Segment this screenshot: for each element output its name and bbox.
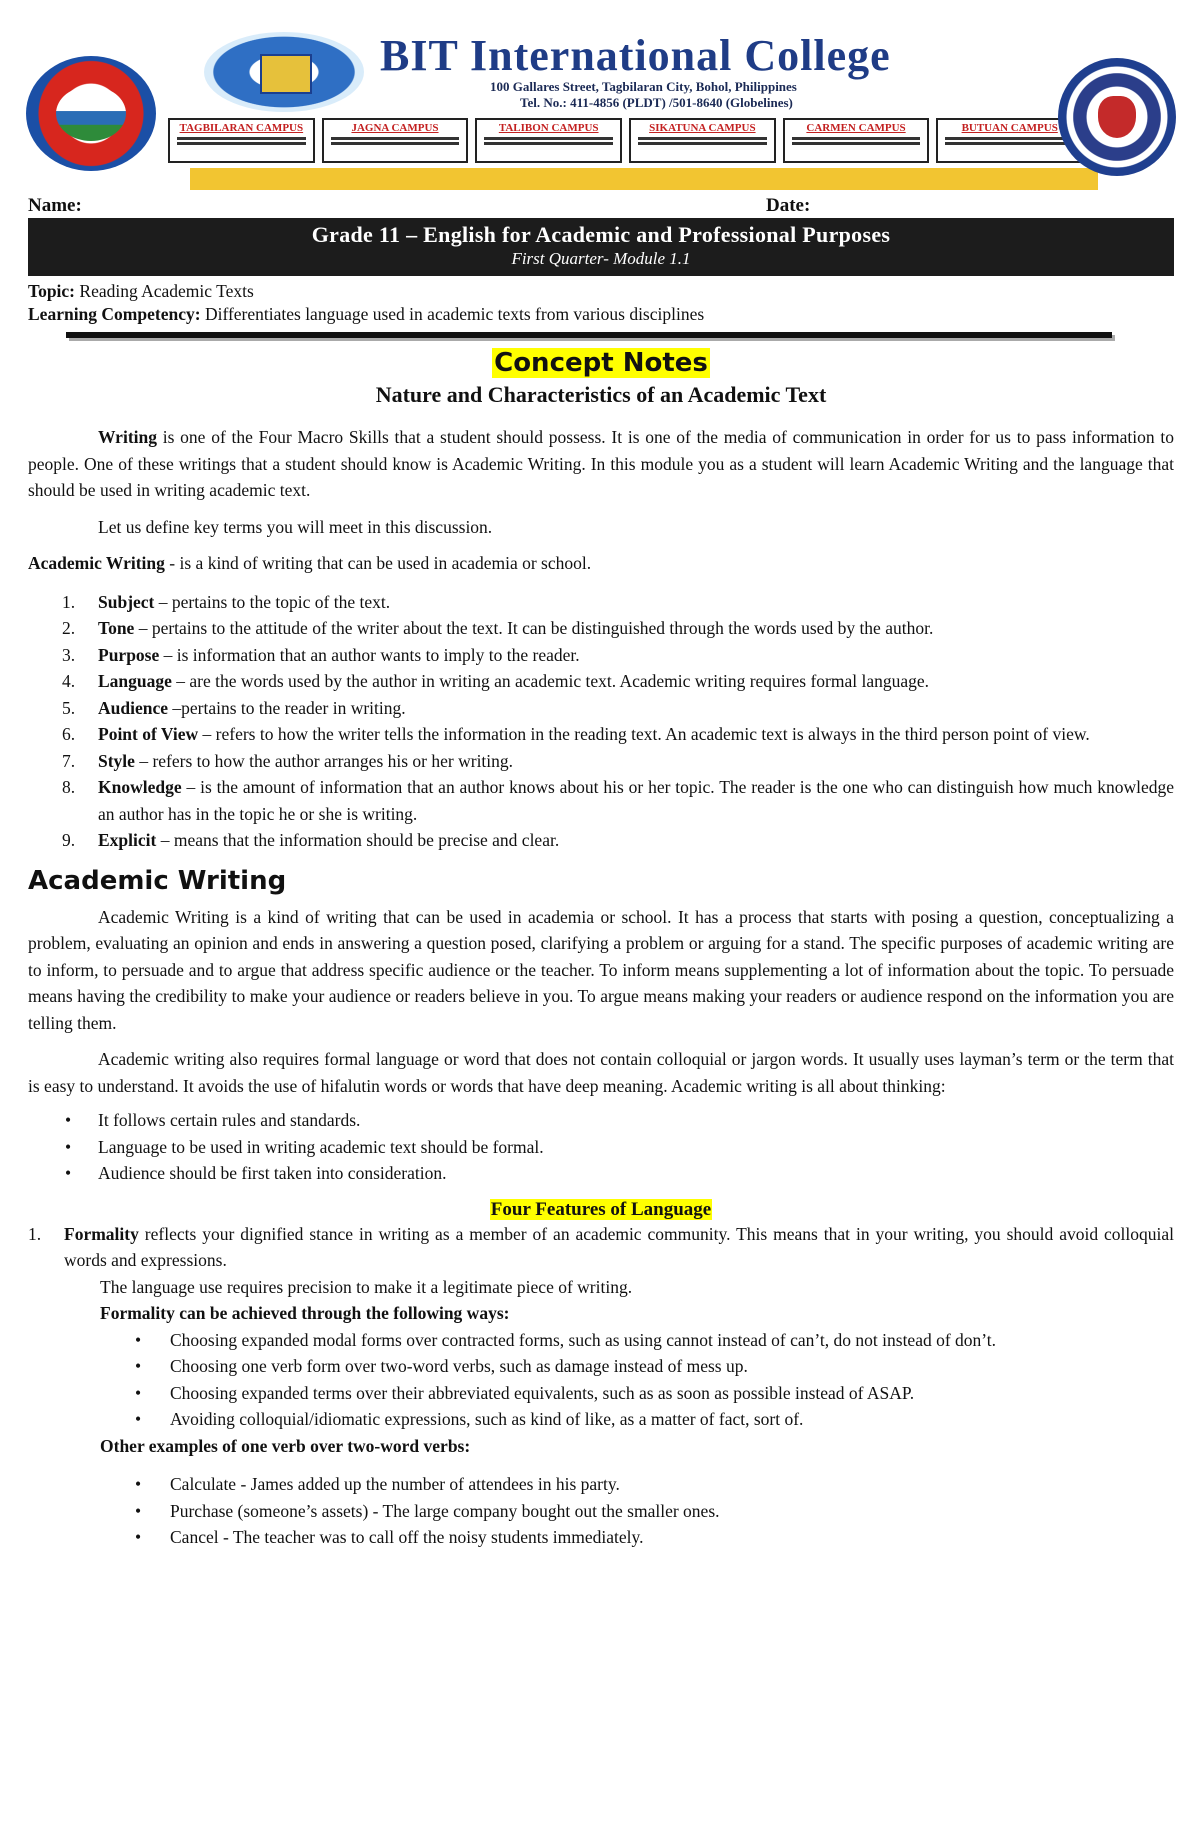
- date-label: Date:: [766, 195, 811, 216]
- bullet-icon: •: [65, 1163, 72, 1183]
- college-address: 100 Gallares Street, Tagbilaran City, Bohol, Philippines: [490, 79, 797, 94]
- campus-list: [168, 118, 1083, 163]
- four-features-label: Four Features of Language: [490, 1198, 712, 1220]
- item-number: 5.: [62, 697, 76, 718]
- list-item: [28, 774, 1174, 827]
- term: Knowledge: [98, 777, 182, 797]
- list-item: [28, 721, 1174, 748]
- academic-paragraph-1: Academic Writing is a kind of writing that can be used in academia or school. It has a process that starts with posing a question, conceptualizing a problem, evaluating an opinion and ends in answering a question posed, clarifying a problem or arguing for a stand. The specific purposes of academic writing are to inform, to persuade and to argue that address specific audience or the teacher. To inform means supplementing a lot of information about the topic. To persuade means having the credibility to make your audience or readers believe in you. To argue means making your readers or audience respond on the information you are telling them.: [28, 906, 1174, 1033]
- term: Audience: [98, 697, 168, 718]
- name-date-row: [28, 195, 1174, 215]
- college-logo-icon: [204, 32, 364, 112]
- four-features-heading: [28, 1199, 1174, 1221]
- campus-name: SIKATUNA CAMPUS: [649, 122, 756, 134]
- item-number: 7.: [62, 750, 76, 771]
- topic-line: [28, 280, 1174, 303]
- name-label: Name:: [28, 195, 82, 216]
- list-item: [28, 1134, 1174, 1161]
- intro-text: is one of the Four Macro Skills that a student should possess. It is one of the media of communication in order for us to pass information to people. One of these writings that a student should know is Academic Writing. In this module you as a student will learn Academic Writing and the language that should be used in writing academic text.: [28, 427, 1174, 500]
- module-title: Grade 11 – English for Academic and Professional Purposes: [311, 222, 891, 247]
- list-item: [28, 1160, 1174, 1187]
- precision-note: The language use requires precision to make it a legitimate piece of writing.: [100, 1276, 633, 1297]
- module-quarter: First Quarter- Module 1.1: [511, 249, 691, 268]
- bullet-icon: •: [135, 1409, 142, 1429]
- item-number: 6.: [62, 724, 76, 744]
- item-number: 3.: [62, 644, 76, 665]
- concept-notes-label: Concept Notes: [494, 348, 708, 378]
- campus-box: [168, 118, 315, 163]
- definition-term: Academic Writing: [28, 553, 165, 573]
- bullet-icon: •: [135, 1329, 142, 1350]
- campus-box: [475, 118, 622, 163]
- term: Point of View: [98, 724, 199, 744]
- term-description: – refers to how the writer tells the information in the reading text. An academic text is always in the third person point of view.: [198, 724, 1090, 744]
- campus-box: [322, 118, 469, 163]
- term: Purpose: [98, 644, 160, 665]
- academic-bullets: [28, 1107, 1174, 1187]
- item-number: 4.: [62, 671, 76, 691]
- examples-list: [28, 1471, 1174, 1551]
- item-number: 1.: [62, 591, 76, 612]
- term: Subject: [98, 591, 155, 612]
- intro-paragraph: [28, 424, 1174, 504]
- term-description: – is information that an author wants to imply to the reader.: [159, 644, 580, 665]
- term-description: – pertains to the topic of the text.: [154, 591, 391, 612]
- bullet-text: Calculate - James added up the number of attendees in his party.: [170, 1474, 620, 1494]
- module-meta: [28, 280, 1174, 326]
- item-number: 2.: [62, 618, 76, 638]
- formality-ways-heading: Formality can be achieved through the following ways:: [100, 1303, 510, 1323]
- list-item: [28, 827, 1174, 854]
- list-item: [28, 1471, 1174, 1498]
- term: Explicit: [98, 830, 157, 850]
- bullet-icon: •: [135, 1474, 142, 1494]
- bullet-icon: •: [135, 1382, 142, 1403]
- campus-box: [783, 118, 930, 163]
- module-title-bar: [28, 218, 1174, 276]
- bullet-text: Cancel - The teacher was to call off the noisy students immediately.: [170, 1527, 644, 1547]
- term: Tone: [98, 618, 135, 638]
- campus-name: JAGNA CAMPUS: [351, 122, 439, 134]
- term-description: – means that the information should be precise and clear.: [156, 830, 560, 850]
- term-description: – pertains to the attitude of the writer about the text. It can be distinguished through the words used by the author.: [134, 618, 934, 638]
- bullet-icon: •: [135, 1527, 142, 1547]
- list-item: [28, 615, 1174, 642]
- college-telephone: Tel. No.: 411-4856 (PLDT) /501-8640 (Globelines): [520, 95, 793, 110]
- bullet-text: Choosing expanded modal forms over contracted forms, such as using cannot instead of can’t, do not instead of don’t.: [170, 1329, 997, 1350]
- term-description: – refers to how the author arranges his or her writing.: [134, 750, 514, 771]
- bullet-icon: •: [135, 1500, 142, 1521]
- list-item: [28, 1498, 1174, 1525]
- topic-value: Reading Academic Texts: [75, 281, 254, 301]
- bullet-icon: •: [65, 1136, 72, 1157]
- bullet-icon: •: [65, 1110, 72, 1130]
- list-item: [28, 1353, 1174, 1380]
- item-number: 1.: [28, 1223, 42, 1244]
- list-item: [28, 1524, 1174, 1551]
- bullet-text: Avoiding colloquial/idiomatic expressions, such as kind of like, as a matter of fact, sort of.: [170, 1409, 804, 1429]
- list-item: [28, 1406, 1174, 1433]
- campus-name: BUTUAN CAMPUS: [961, 122, 1058, 134]
- bullet-text: Audience should be first taken into consideration.: [98, 1163, 447, 1183]
- competency-value: Differentiates language used in academic texts from various disciplines: [200, 304, 705, 324]
- feature-term: Formality: [64, 1223, 139, 1244]
- campus-name: TALIBON CAMPUS: [498, 122, 599, 134]
- term: Style: [98, 750, 135, 771]
- writing-term: Writing: [98, 427, 157, 447]
- bullet-text: It follows certain rules and standards.: [98, 1110, 361, 1130]
- academic-writing-heading: Academic Writing: [28, 865, 287, 896]
- key-terms-list: [28, 589, 1174, 854]
- section-subtitle: Nature and Characteristics of an Academic Text: [375, 382, 827, 407]
- list-item: [28, 748, 1174, 775]
- topic-label: Topic:: [28, 281, 76, 301]
- bullet-text: Language to be used in writing academic text should be formal.: [98, 1136, 544, 1157]
- item-number: 9.: [62, 830, 76, 850]
- document-page: [28, 0, 1174, 1551]
- item-number: 8.: [62, 777, 76, 797]
- list-item: [28, 642, 1174, 669]
- academic-paragraph-2: Academic writing also requires formal language or word that does not contain colloquial or jargon words. It usually uses layman’s term or the term that is easy to understand. It avoids the use of hifalutin words or words that have deep meaning. Academic writing is all about thinking:: [28, 1049, 1174, 1096]
- list-item: [28, 1107, 1174, 1134]
- concept-notes-heading: [28, 348, 1174, 378]
- examples-heading: Other examples of one verb over two-word verbs:: [100, 1435, 471, 1456]
- term-description: – are the words used by the author in writing an academic text. Academic writing requires formal language.: [171, 671, 930, 691]
- campus-name: CARMEN CAMPUS: [806, 122, 906, 134]
- feature-item-formality: [28, 1221, 1174, 1274]
- academic-writing-definition: [28, 550, 1174, 577]
- term-description: – is the amount of information that an author knows about his or her topic. The reader is the one who can distinguish how much knowledge an author has in the topic he or she is writing.: [98, 777, 1174, 824]
- list-item: [28, 695, 1174, 722]
- list-item: [28, 1380, 1174, 1407]
- campus-box: [629, 118, 776, 163]
- feature-description: reflects your dignified stance in writing as a member of an academic community. This means that in your writing, you should avoid colloquial words and expressions.: [64, 1223, 1174, 1270]
- header-gold-bar: [190, 168, 1098, 190]
- definition-text: - is a kind of writing that can be used in academia or school.: [164, 553, 592, 573]
- bullet-icon: •: [135, 1356, 142, 1376]
- divider: [66, 332, 1112, 338]
- deped-seal-icon: [1058, 58, 1176, 176]
- bullet-text: Purchase (someone’s assets) - The large company bought out the smaller ones.: [170, 1500, 720, 1521]
- competency-line: [28, 303, 1174, 326]
- schools-division-seal-icon: [26, 56, 156, 171]
- list-item: [28, 668, 1174, 695]
- term: Language: [98, 671, 172, 691]
- bullet-text: Choosing one verb form over two-word verbs, such as damage instead of mess up.: [170, 1356, 748, 1376]
- term-description: –pertains to the reader in writing.: [168, 697, 406, 718]
- campus-name: TAGBILARAN CAMPUS: [179, 122, 304, 134]
- competency-label: Learning Competency:: [28, 304, 201, 324]
- list-item: [28, 1327, 1174, 1354]
- college-name: BIT International College: [380, 31, 891, 80]
- bullet-text: Choosing expanded terms over their abbreviated equivalents, such as as soon as possible instead of ASAP.: [170, 1382, 915, 1403]
- list-item: [28, 589, 1174, 616]
- key-terms-intro: Let us define key terms you will meet in this discussion.: [98, 516, 493, 537]
- formality-ways-list: [28, 1327, 1174, 1433]
- letterhead: [28, 0, 1174, 200]
